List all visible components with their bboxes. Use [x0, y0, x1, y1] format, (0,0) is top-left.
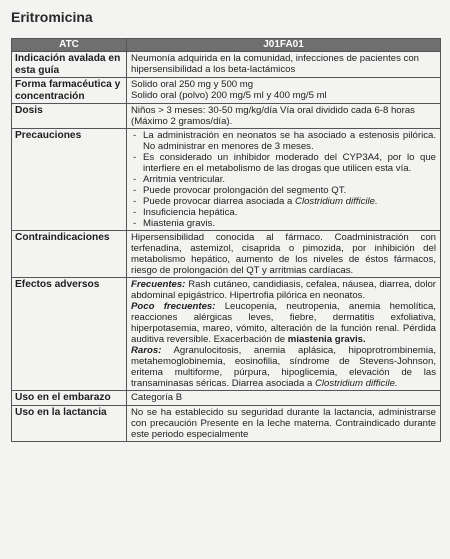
row-contraindicaciones — [12, 231, 441, 278]
header-atc: ATC — [12, 39, 127, 52]
frecuentes-text: Rash cutáneo, candidiasis, cefalea, náusea, diarrea, dolor abdominal epigástrico. Hipertrofia pilórica en neonatos. — [131, 279, 436, 301]
content-lactancia: No se ha establecido su seguridad durante la lactancia, administrarse con precaución Presente en la leche materna. Contraindicado durante este periodo especialmente — [127, 405, 441, 441]
efectos-raros — [131, 345, 436, 389]
list-item: - Puede provocar prolongación del segmento QT. — [131, 185, 436, 196]
precauciones-list — [131, 130, 436, 229]
forma-line-1: Solido oral 250 mg y 500 mg — [131, 79, 254, 90]
content-precauciones — [127, 129, 441, 231]
row-lactancia — [12, 405, 441, 441]
poco-frecuentes-label: Poco frecuentes: — [131, 301, 216, 312]
row-dosis — [12, 104, 441, 129]
row-precauciones — [12, 129, 441, 231]
content-contraindicaciones: Hipersensibilidad conocida al fármaco. Coadministración con terfenadina, astemizol, cisaprida o pimozida, por inhibición del metabolismo hepático, aumento de los niveles de éstos fármacos, riesgo de prolongación del QT y arritmias cardíacas. — [127, 231, 441, 278]
content-embarazo: Categoría B — [127, 391, 441, 406]
row-embarazo — [12, 391, 441, 406]
label-precauciones: Precauciones — [12, 129, 127, 231]
table-header-row — [12, 39, 441, 52]
row-indicacion — [12, 52, 441, 78]
content-forma — [127, 78, 441, 104]
row-efectos — [12, 278, 441, 391]
efectos-poco-frecuentes — [131, 301, 436, 345]
row-forma — [12, 78, 441, 104]
label-forma: Forma farmacéutica y concentración — [12, 78, 127, 104]
list-item — [131, 196, 436, 207]
content-efectos — [127, 278, 441, 391]
diarrea-text: Puede provocar diarrea asociada a — [143, 196, 293, 207]
raros-label: Raros: — [131, 345, 162, 356]
content-indicacion: Neumonía adquirida en la comunidad, infecciones de pacientes con hipersensibilidad a los beta-lactámicos — [127, 52, 441, 78]
poco-frecuentes-text: Leucopenia, neutropenia, anemia hemolítica, reacciones alérgicas leves, fiebre, dermatitis exfoliativa, hiperpotasemia, mareo, vómito, alteración de la función renal. Pérdida auditiva reversible. Exacerbación de — [131, 301, 436, 345]
list-item: - La administración en neonatos se ha asociado a estenosis pilórica. No administrar en menores de 3 meses. — [131, 130, 436, 152]
label-dosis: Dosis — [12, 104, 127, 129]
header-atc-code: J01FA01 — [127, 39, 441, 52]
frecuentes-label: Frecuentes: — [131, 279, 186, 290]
list-item: - Insuficiencia hepática. — [131, 207, 436, 218]
label-efectos: Efectos adversos — [12, 278, 127, 391]
list-item: - Es considerado un inhibidor moderado del CYP3A4, por lo que interfiere en el metabolismo de las drogas que utilicen esta vía. — [131, 152, 436, 174]
label-indicacion: Indicación avalada en esta guía — [12, 52, 127, 78]
monograph-table — [11, 38, 441, 442]
label-contraindicaciones: Contraindicaciones — [12, 231, 127, 278]
list-item: - Miastenia gravis. — [131, 218, 436, 229]
efectos-frecuentes — [131, 279, 436, 301]
list-item: - Arritmia ventricular. — [131, 174, 436, 185]
content-dosis: Niños > 3 meses: 30-50 mg/kg/día Vía oral dividido cada 6-8 horas (Máximo 2 gramos/día). — [127, 104, 441, 129]
organism-name: Clostridium difficile. — [295, 196, 378, 207]
organism-name: Clostridium difficile. — [314, 378, 398, 389]
label-lactancia: Uso en la lactancia — [12, 405, 127, 441]
poco-frecuentes-bold: miastenia gravis. — [287, 334, 366, 345]
forma-line-2: Solido oral (polvo) 200 mg/5 ml y 400 mg/5 ml — [131, 90, 327, 101]
label-embarazo: Uso en el embarazo — [12, 391, 127, 406]
page-title: Eritromicina — [11, 9, 93, 25]
raros-text: Agranulocitosis, anemia aplásica, hipoprotrombinemia, metahemoglobinemia, eosinofilia, síndrome de Stevens-Johnson, eritema multiforme, púrpura, hipoglicemia, elevación de las transaminasas séricas. Diarrea asociada a — [131, 345, 436, 389]
